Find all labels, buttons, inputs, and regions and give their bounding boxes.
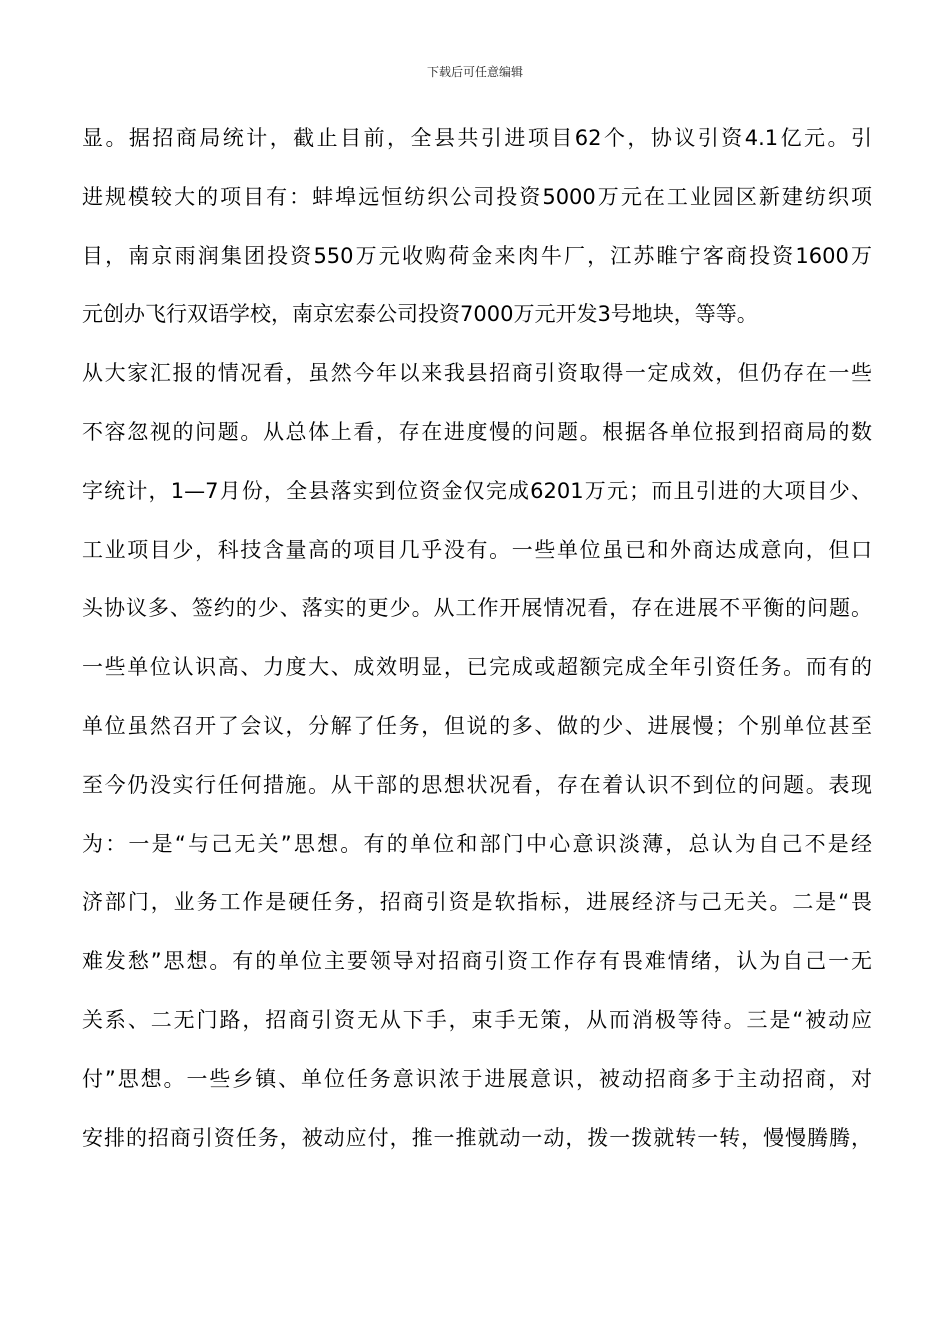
text-line: 头协议多、签约的少、落实的更少。从工作开展情况看，存在进展不平衡的问题。 bbox=[82, 596, 872, 621]
text-line: 进规模较大的项目有：蚌埠远恒纺织公司投资5000万元在工业园区新建纺织项 bbox=[82, 184, 872, 209]
text-line: 单位虽然召开了会议，分解了任务，但说的多、做的少、进展慢；个别单位甚至 bbox=[82, 713, 872, 738]
text-line: 济部门，业务工作是硬任务，招商引资是软指标，进展经济与己无关。二是“畏 bbox=[82, 890, 872, 915]
text-line: 显。据招商局统计，截止目前，全县共引进项目62个，协议引资4.1亿元。引 bbox=[82, 126, 872, 150]
text-line: 从大家汇报的情况看，虽然今年以来我县招商引资取得一定成效，但仍存在一些 bbox=[82, 361, 872, 386]
text-line: 安排的招商引资任务，被动应付，推一推就动一动，拨一拨就转一转，慢慢腾腾， bbox=[82, 1125, 872, 1150]
text-line: 付”思想。一些乡镇、单位任务意识浓于进展意识，被动招商多于主动招商，对 bbox=[82, 1066, 872, 1091]
page-header-note: 下载后可任意编辑 bbox=[426, 65, 523, 79]
text-line: 一些单位认识高、力度大、成效明显，已完成或超额完成全年引资任务。而有的 bbox=[82, 655, 872, 680]
text-line: 不容忽视的问题。从总体上看，存在进度慢的问题。根据各单位报到招商局的数 bbox=[82, 419, 872, 444]
text-line: 关系、二无门路，招商引资无从下手，束手无策，从而消极等待。三是“被动应 bbox=[82, 1007, 872, 1032]
text-line: 元创办飞行双语学校，南京宏泰公司投资7000万元开发3号地块，等等。 bbox=[82, 302, 758, 327]
document-body bbox=[82, 113, 872, 1171]
text-line: 字统计，1—7月份，全县落实到位资金仅完成6201万元；而且引进的大项目少、 bbox=[82, 478, 872, 503]
text-line: 难发愁”思想。有的单位主要领导对招商引资工作存有畏难情绪，认为自己一无 bbox=[82, 949, 872, 974]
text-line: 为：一是“与己无关”思想。有的单位和部门中心意识淡薄，总认为自己不是经 bbox=[82, 831, 872, 856]
text-line: 目，南京雨润集团投资550万元收购荷金来肉牛厂，江苏睢宁客商投资1600万 bbox=[82, 243, 872, 268]
text-line: 工业项目少，科技含量高的项目几乎没有。一些单位虽已和外商达成意向，但口 bbox=[82, 537, 872, 562]
text-line: 至今仍没实行任何措施。从干部的思想状况看，存在着认识不到位的问题。表现 bbox=[82, 772, 872, 797]
